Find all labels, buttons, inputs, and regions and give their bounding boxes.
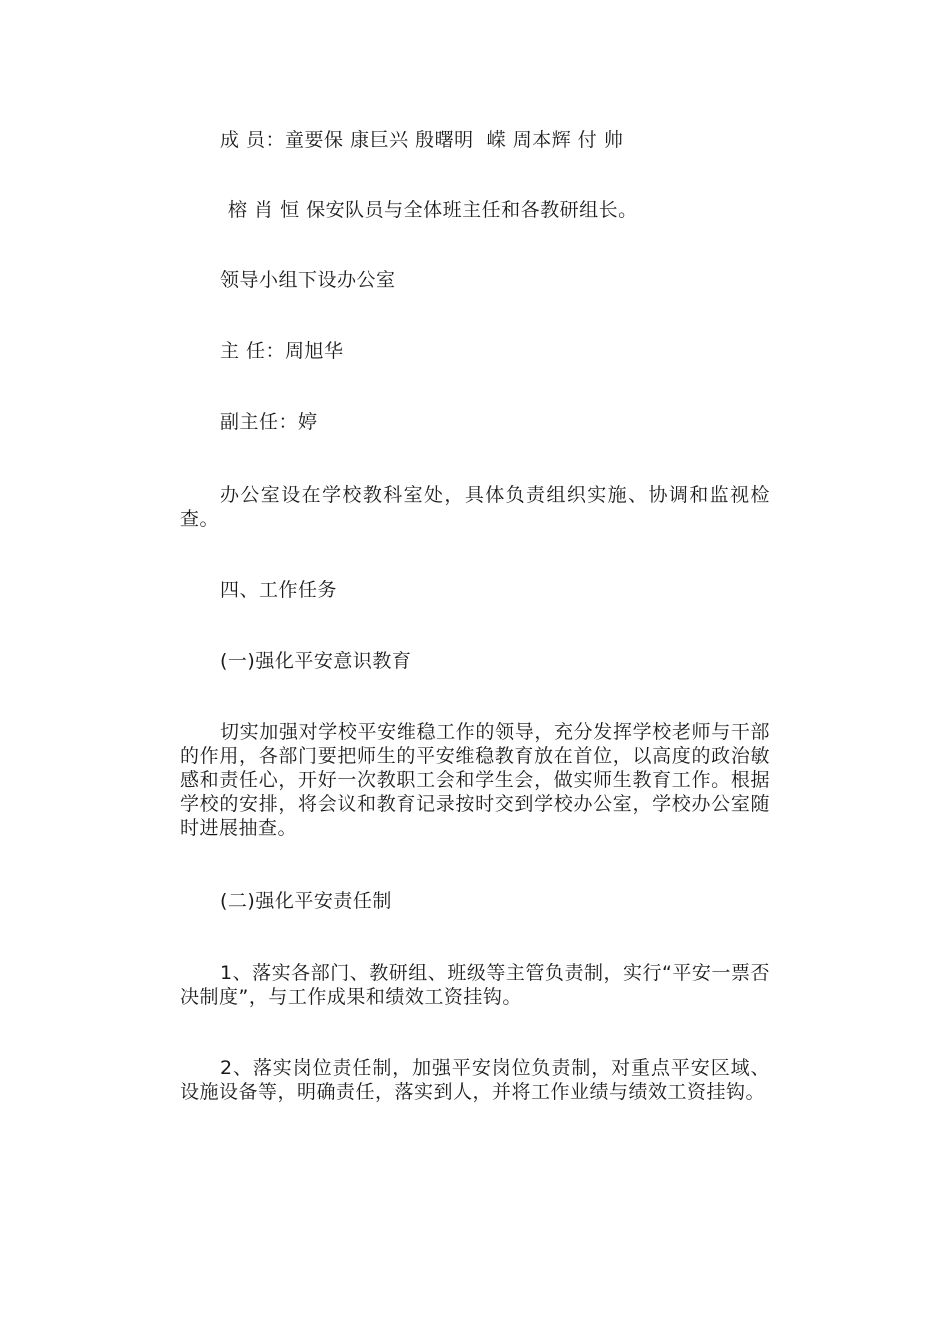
- subsection-one-heading: (一)强化平安意识教育: [220, 650, 412, 672]
- section-four-heading: 四、工作任务: [220, 579, 338, 601]
- item-two-paragraph: 2、落实岗位责任制，加强平安岗位负责制，对重点平安区域、设施设备等，明确责任，落实到人，并将工作业绩与绩效工资挂钩。: [180, 1057, 770, 1103]
- members-line-1: 成 员：童要保 康巨兴 殷曙明 嵘 周本辉 付 帅: [220, 129, 624, 151]
- members-line-2: 榕 肖 恒 保安队员与全体班主任和各教研组长。: [228, 199, 638, 221]
- subsection-one-paragraph: 切实加强对学校平安维稳工作的领导，充分发挥学校老师与干部的作用，各部门要把师生的平安维稳教育放在首位，以高度的政治敏感和责任心，开好一次教职工会和学生会，做实师生教育工作。根据学校的安排，将会议和教育记录按时交到学校办公室，学校办公室随时进展抽查。: [180, 721, 770, 839]
- deputy-director-line: 副主任：婷: [220, 411, 318, 433]
- office-duty-paragraph: 办公室设在学校教科室处，具体负责组织实施、协调和监视检查。: [180, 484, 770, 530]
- subsection-two-heading: (二)强化平安责任制: [220, 890, 392, 912]
- office-setup-line: 领导小组下设办公室: [220, 269, 396, 291]
- item-one-paragraph: 1、落实各部门、教研组、班级等主管负责制，实行“平安一票否决制度”，与工作成果和绩效工资挂钩。: [180, 962, 770, 1008]
- director-line: 主 任：周旭华: [220, 340, 344, 362]
